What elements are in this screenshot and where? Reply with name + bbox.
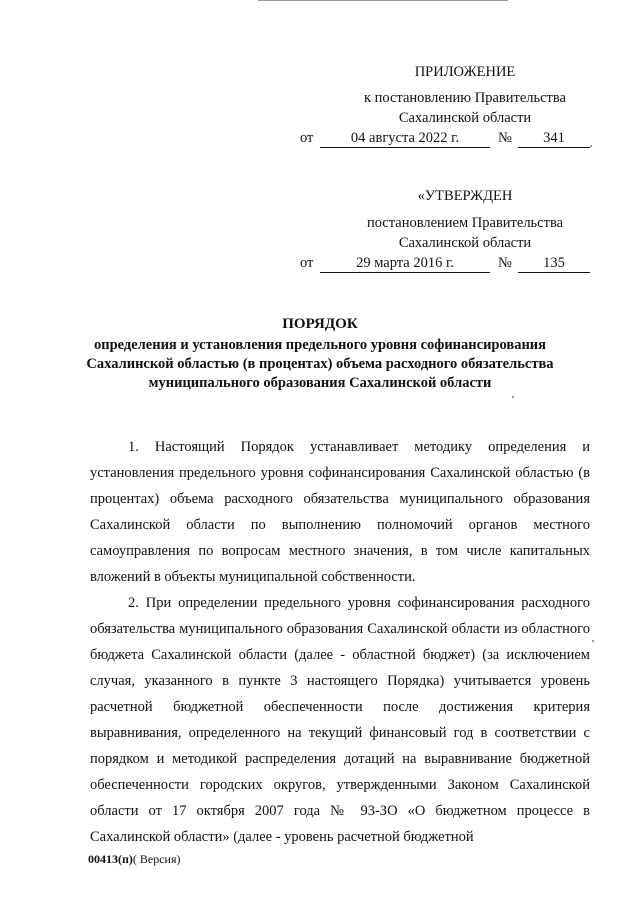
document-footer	[88, 852, 181, 867]
approved-from-label: от	[300, 255, 314, 271]
approved-number: 135	[518, 253, 590, 273]
heading-main: ПОРЯДОК	[282, 316, 358, 332]
appendix-date: 04 августа 2022 г.	[320, 128, 490, 148]
heading-sub3: муниципального образования Сахалинской области	[148, 375, 492, 391]
approved-number-label: №	[498, 255, 512, 271]
appendix-date-row	[290, 128, 610, 148]
scan-speck	[512, 396, 514, 398]
scan-speck	[590, 145, 592, 147]
appendix-title: ПРИЛОЖЕНИЕ	[414, 64, 516, 80]
footer-version: ( Версия)	[132, 852, 181, 866]
document-body	[90, 434, 590, 850]
heading-sub1: определения и установления предельного уровня софинансирования	[93, 337, 547, 353]
approved-block	[290, 186, 610, 273]
appendix-block	[290, 62, 610, 148]
heading-sub2: Сахалинской областью (в процентах) объема расходного обязательства	[86, 356, 554, 372]
footer-code: 00413(п)	[88, 852, 133, 866]
approved-date-row	[290, 253, 610, 273]
paragraph-1: 1. Настоящий Порядок устанавливает методику определения и установления предельного уровня софинансирования Сахалинской областью (в процентах) объема расходного обязательства муниципального образования Сахалинской области по выполнению полномочий органов местного самоуправления по вопросам местного значения, в том числе капитальных вложений в объекты муниципальной собственности.	[90, 439, 590, 585]
approved-line2: Сахалинской области	[398, 235, 532, 251]
approved-date: 29 марта 2016 г.	[320, 253, 490, 273]
appendix-number-label: №	[498, 130, 512, 146]
appendix-from-label: от	[300, 130, 314, 146]
approved-line1: постановлением Правительства	[366, 215, 564, 231]
paragraph-2: 2. При определении предельного уровня софинансирования расходного обязательства муниципального образования Сахалинской области из областного бюджета Сахалинской области (далее - областной бюджет) (за исключением случая, указанного в пункте 3 настоящего Порядка) учитывается уровень расчетной бюджетной обеспеченности после достижения критерия выравнивания, определенного на текущий финансовый год в соответствии с порядком и методикой распределения дотаций на выравнивание бюджетной обеспеченности городских округов, утвержденными Законом Сахалинской области от 17 октября 2007 года № 93-ЗО «О бюджетном процессе в Сахалинской области» (далее - уровень расчетной бюджетной	[90, 595, 590, 845]
top-edge-line	[258, 0, 508, 1]
appendix-line2: Сахалинской области	[398, 110, 532, 126]
appendix-line1: к постановлению Правительства	[364, 90, 566, 106]
scan-speck	[592, 640, 594, 642]
document-heading	[70, 315, 570, 393]
approved-title: «УТВЕРЖДЕН	[417, 188, 513, 204]
appendix-number: 341	[518, 128, 590, 148]
